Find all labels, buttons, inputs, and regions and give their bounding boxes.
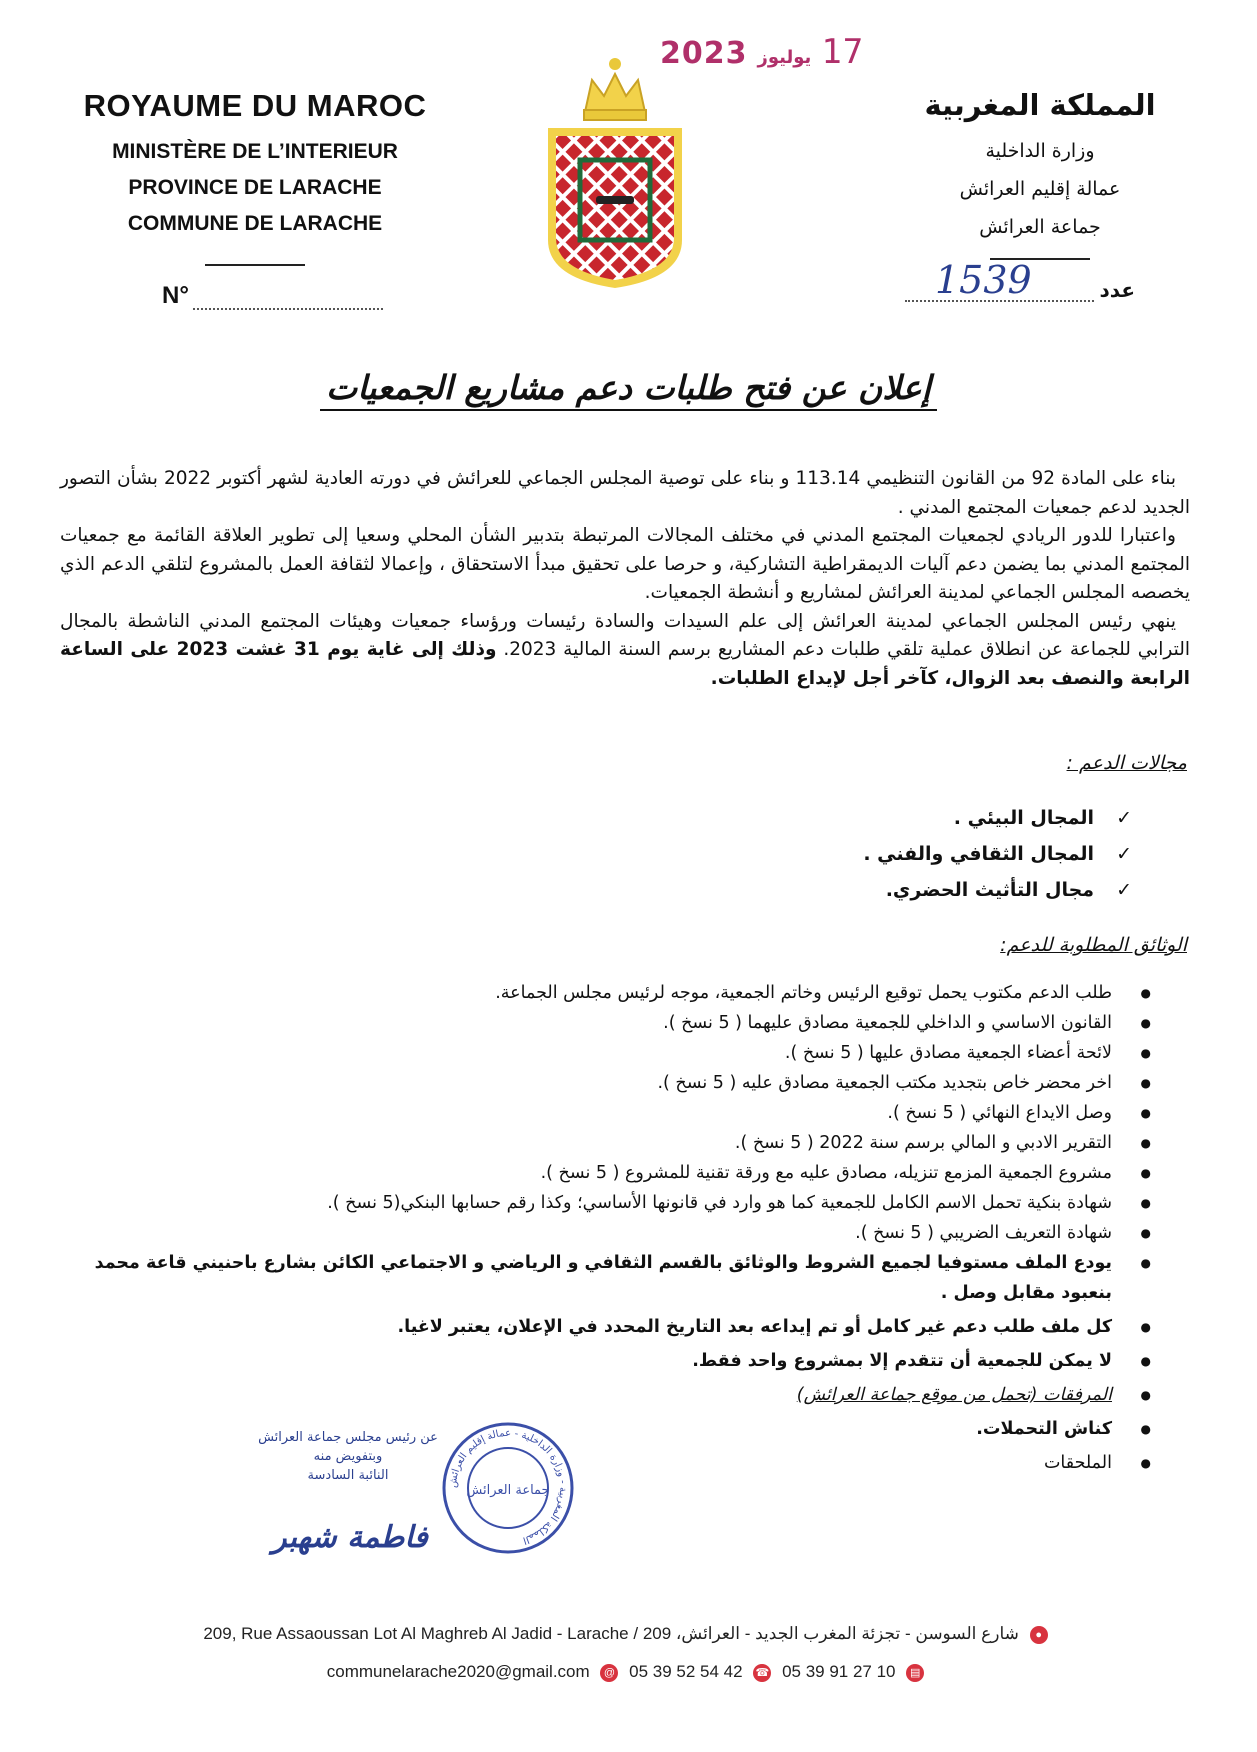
stamp-year: 2023 [660, 36, 748, 71]
number-label-ar: عدد [1099, 278, 1135, 302]
doc-item: ● القانون الاساسي و الداخلي للجمعية مصادق عليهما ( 5 نسخ ). [67, 1008, 1187, 1038]
header-divider [205, 264, 305, 266]
doc-item-annexes: ● الملحقات [67, 1448, 1187, 1478]
support-field-item: ✓ المجال الثقافي والفني . [863, 836, 1132, 872]
deadline-text: وذلك إلى غاية يوم 31 غشت 2023 على الساعة الرابعة والنصف بعد الزوال، كآخر أجل لإيداع الطلبات. [60, 639, 1190, 689]
fax-text: 05 39 91 27 10 [782, 1662, 896, 1681]
address-fr: 209, Rue Assaoussan Lot Al Maghreb Al Jadid - Larache / [203, 1624, 639, 1643]
number-dots [193, 288, 383, 310]
doc-item-specifications: ● كناش التحملات. [67, 1414, 1187, 1444]
kingdom-ar: المملكة المغربية [924, 88, 1156, 122]
signature-line: النائبة السادسة [307, 1468, 389, 1483]
announcement-title [0, 368, 1257, 407]
coat-of-arms-emblem [540, 50, 690, 290]
doc-item: ● طلب الدعم مكتوب يحمل توقيع الرئيس وخاتم الجمعية، موجه لرئيس مجلس الجماعة. [67, 978, 1187, 1008]
support-field-item: ✓ مجال التأثيث الحضري. [863, 872, 1132, 908]
announcement-body [60, 465, 1190, 693]
title-text: إعلان عن فتح طلبات دعم مشاريع الجمعيات [320, 368, 937, 411]
crown-icon [584, 58, 646, 120]
number-dots-ar [905, 258, 1094, 302]
support-field-item: ✓ المجال البيئي . [863, 800, 1132, 836]
signature-line: عن رئيس مجلس جماعة العرائش [258, 1430, 438, 1445]
header-french [60, 88, 450, 266]
doc-item-note: ● لا يمكن للجمعية أن تتقدم إلا بمشروع واحد فقط. [67, 1346, 1187, 1376]
kingdom-fr: ROYAUME DU MAROC [83, 88, 427, 123]
phone-icon: ☎ [753, 1664, 771, 1682]
signature-line: وبتفويض منه [313, 1449, 383, 1464]
signatory-name: فاطمة شهبر [272, 1520, 428, 1555]
footer-contact [0, 1662, 1257, 1682]
phone-text: 05 39 52 54 42 [629, 1662, 743, 1681]
email-text: communelarache2020@gmail.com [326, 1662, 590, 1681]
doc-item-submission: ● يودع الملف مستوفيا لجميع الشروط والوثائق بالقسم الثقافي و الرياضي و الاجتماعي الكائن بشارع باحنيني قاعة محمد بنعبود مقابل وصل . [67, 1248, 1187, 1308]
required-docs-list [67, 978, 1187, 1478]
seal-center-text: جماعة العرائش [466, 1483, 550, 1498]
notice-text: ينهي رئيس المجلس الجماعي لمدينة العرائش إلى علم السيدات والسادة رئيسات ورؤساء جمعيات وهيئات المجتمع المدني الناشطة بالمجال الترابي للجماعة عن انطلاق عملية تلقي طلبات دعم المشاريع برسم السنة المالية 2023. [60, 610, 1190, 660]
doc-item: ● وصل الايداع النهائي ( 5 نسخ ). [67, 1098, 1187, 1128]
support-fields-heading: مجالات الدعم : [1066, 752, 1187, 774]
reference-number-ar [905, 258, 1135, 302]
province-ar: عمالة إقليم العرائش [959, 178, 1121, 200]
stamp-day: 17 [821, 32, 865, 72]
stamp-month: يوليوز [757, 47, 812, 68]
address-ar: شارع السوسن - تجزئة المغرب الجديد - العرائش، 209 [642, 1624, 1019, 1643]
doc-item: ● مشروع الجمعية المزمع تنزيله، مصادق عليه مع ورقة تقنية للمشروع ( 5 نسخ ). [67, 1158, 1187, 1188]
email-icon: @ [600, 1664, 618, 1682]
number-label-fr: N° [162, 282, 189, 309]
paragraph-notice [60, 608, 1190, 694]
ministry-fr: MINISTÈRE DE L’INTERIEUR [112, 140, 398, 163]
support-fields-list [863, 800, 1132, 908]
doc-item: ● اخر محضر خاص بتجديد مكتب الجمعية مصادق عليه ( 5 نسخ ). [67, 1068, 1187, 1098]
handwritten-number: 1539 [935, 258, 1032, 302]
commune-fr: COMMUNE DE LARACHE [127, 212, 383, 235]
reference-number-fr [162, 282, 383, 310]
paragraph-context: واعتبارا للدور الريادي لجمعيات المجتمع المدني في مختلف المجالات المرتبطة بتدبير الشأن المحلي وسعيا إلى تطوير العلاقة القائمة مع جمعيات المجتمع المدني بما يضمن دعم آليات الديمقراطية التشاركية، و حرصا على تحقيق مبدأ الاستحقاق ، وإعمالا لثقافة العمل بالمشروع لتلقي الدعم الذي يخصصه المجلس الجماعي لمدينة العرائش لمشاريع و أنشطة الجمعيات. [60, 525, 1190, 603]
doc-item-attachments: ● المرفقات (تحمل من موقع جماعة العرائش) [67, 1380, 1187, 1410]
doc-item: ● شهادة بنكية تحمل الاسم الكامل للجمعية كما هو وارد في قانونها الأساسي؛ وكذا رقم حسابها البنكي(5 نسخ ). [67, 1188, 1187, 1218]
doc-item: ● شهادة التعريف الضريبي ( 5 نسخ ). [67, 1218, 1187, 1248]
footer-address [0, 1624, 1257, 1644]
seal-ring-text: المملكة المغربية - وزارة الداخلية - عمالة إقليم العرائش [447, 1427, 569, 1546]
doc-item: ● التقرير الادبي و المالي برسم سنة 2022 ( 5 نسخ ). [67, 1128, 1187, 1158]
commune-ar: جماعة العرائش [979, 216, 1101, 238]
header-arabic [890, 88, 1190, 260]
fax-icon: ▤ [906, 1664, 924, 1682]
ministry-ar: وزارة الداخلية [985, 140, 1095, 162]
paragraph-legal-basis: بناء على المادة 92 من القانون التنظيمي 113.14 و بناء على توصية المجلس الجماعي للعرائش في دورته العادية لشهر أكتوبر 2022 بشأن التصور الجديد لدعم جمعيات المجتمع المدني . [60, 468, 1190, 518]
signature-delegation [228, 1428, 468, 1485]
doc-item-note: ● كل ملف طلب دعم غير كامل أو تم إيداعه بعد التاريخ المحدد في الإعلان، يعتبر لاغيا. [67, 1312, 1187, 1342]
location-pin-icon: ● [1030, 1626, 1048, 1644]
doc-item: ● لائحة أعضاء الجمعية مصادق عليها ( 5 نسخ ). [67, 1038, 1187, 1068]
required-docs-heading: الوثائق المطلوبة للدعم: [1000, 934, 1187, 956]
province-fr: PROVINCE DE LARACHE [128, 176, 382, 199]
official-seal-stamp [438, 1418, 578, 1558]
date-stamp [660, 32, 865, 72]
